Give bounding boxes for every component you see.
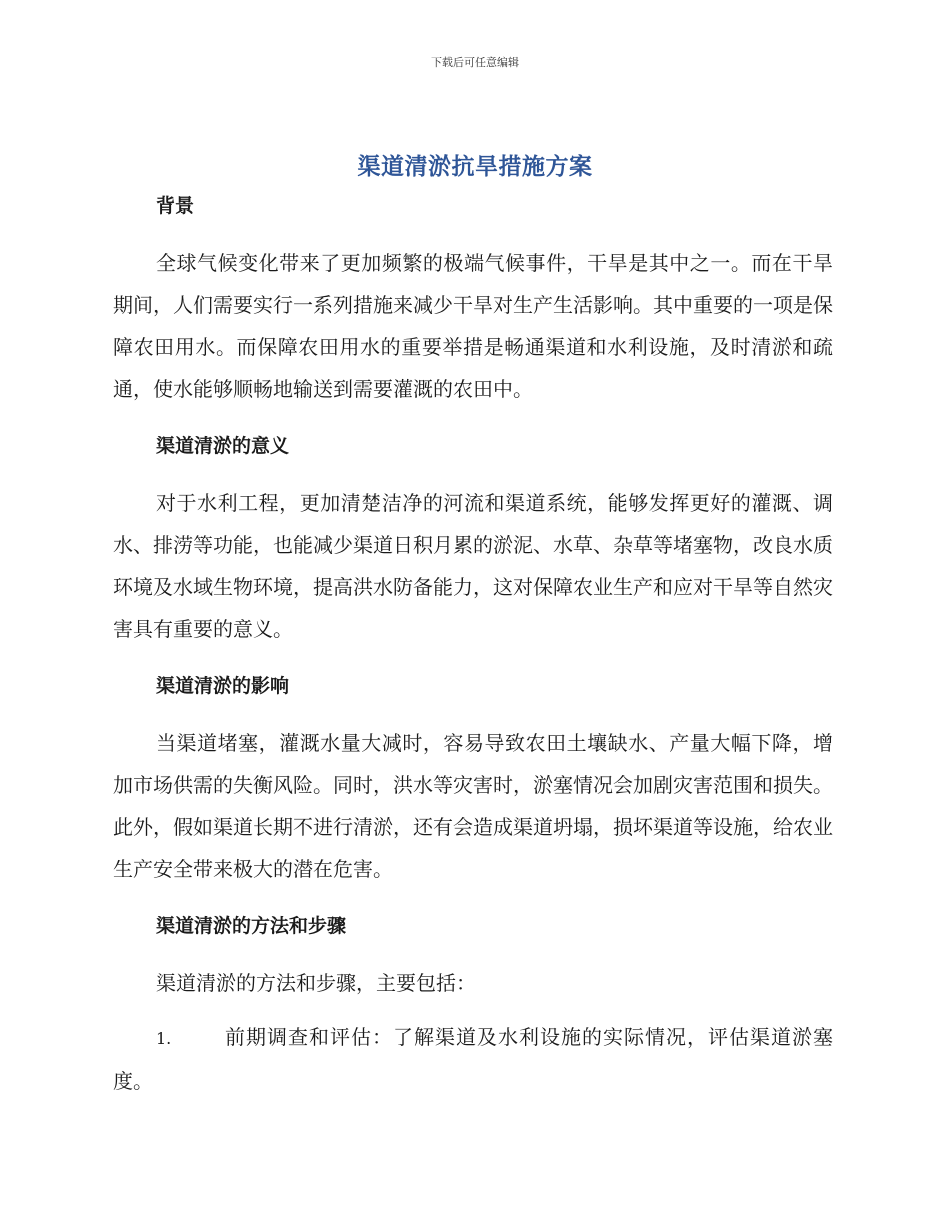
section-heading-significance: 渠道清淤的意义 (156, 435, 290, 457)
section-paragraph-methods: 渠道清淤的方法和步骤，主要包括： (156, 971, 476, 995)
section-paragraph-impact: 当渠道堵塞，灌溉水量大减时，容易导致农田土壤缺水、产量大幅下降，增加市场供需的失衡风险。同时，洪水等灾害时，淤塞情况会加剧灾害范围和损失。此外，假如渠道长期不进行清淤，还有会造成渠道坍塌，损坏渠道等设施，给农业生产安全带来极大的潜在危害。 (113, 731, 833, 881)
section-heading-impact: 渠道清淤的影响 (156, 675, 290, 697)
list-item-text: 前期调查和评估：了解渠道及水利设施的实际情况，评估渠道淤塞度。 (113, 1025, 833, 1093)
document-body (113, 190, 833, 1122)
header-note: 下载后可任意编辑 (431, 56, 519, 69)
section-heading-methods: 渠道清淤的方法和步骤 (156, 915, 347, 937)
list-item (113, 1016, 833, 1102)
section-paragraph-significance: 对于水利工程，更加清楚洁净的河流和渠道系统，能够发挥更好的灌溉、调水、排涝等功能，也能减少渠道日积月累的淤泥、水草、杂草等堵塞物，改良水质环境及水域生物环境，提高洪水防备能力，这对保障农业生产和应对干旱等自然灾害具有重要的意义。 (113, 491, 833, 641)
list-item-number: 1. (156, 1029, 172, 1048)
section-paragraph-background: 全球气候变化带来了更加频繁的极端气候事件，干旱是其中之一。而在干旱期间，人们需要实行一系列措施来减少干旱对生产生活影响。其中重要的一项是保障农田用水。而保障农田用水的重要举措是畅通渠道和水利设施，及时清淤和疏通，使水能够顺畅地输送到需要灌溉的农田中。 (113, 251, 833, 401)
section-heading-background: 背景 (156, 195, 195, 217)
document-title: 渠道清淤抗旱措施方案 (357, 154, 593, 180)
